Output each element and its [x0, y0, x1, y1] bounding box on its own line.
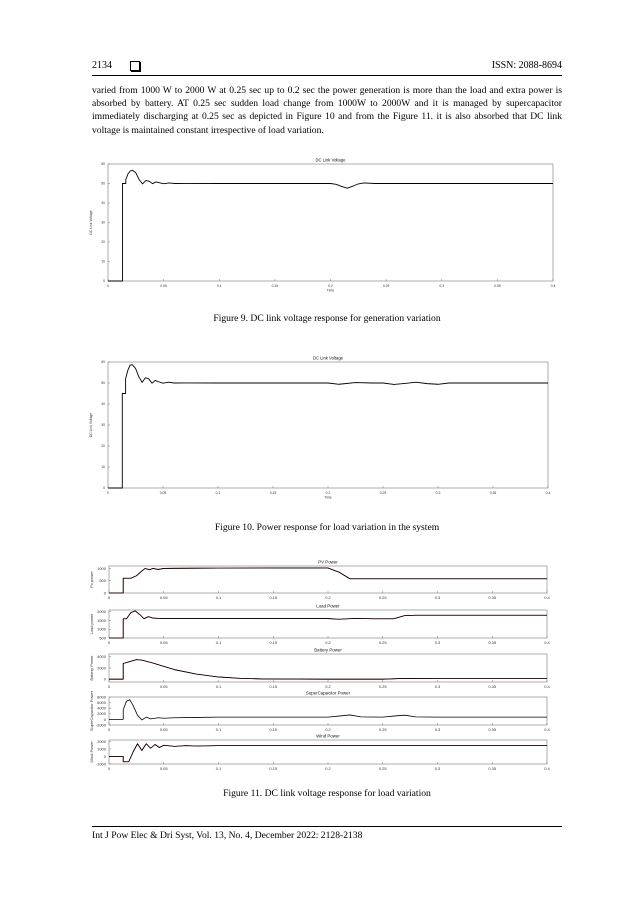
x-tick-label: 0.05	[159, 727, 168, 732]
y-tick-label: -1000	[95, 761, 106, 767]
chart-fig11-load	[89, 604, 551, 646]
x-tick-label: 0	[107, 727, 111, 732]
x-tick-label: 0	[107, 766, 111, 771]
figure-9-caption: Figure 9. DC link voltage response for generation variation	[213, 313, 441, 324]
x-tick-label: 0.2	[325, 640, 331, 645]
y-tick-label: 2000	[97, 609, 106, 615]
y-tick-label: 50	[101, 381, 105, 386]
series-line-0	[109, 700, 547, 720]
x-tick-label: 0.05	[159, 684, 168, 689]
x-tick-label: 0.15	[269, 684, 278, 689]
chart-title: DC Link Voltage	[312, 355, 344, 361]
x-tick-label: 0.1	[215, 766, 222, 771]
x-tick-label: 0.35	[488, 640, 497, 645]
x-tick-label: 0.2	[325, 491, 331, 495]
chart-title: Wind Power	[316, 733, 340, 739]
chart-title: SuperCapacitor Power	[305, 690, 351, 696]
y-tick-label: 30	[101, 220, 105, 225]
y-tick-label: 500	[99, 578, 106, 584]
y-tick-label: 8000	[97, 694, 106, 700]
x-tick-label: 0.15	[269, 727, 278, 732]
chart-title: Load Power	[316, 603, 340, 609]
y-tick-label: 50	[101, 181, 105, 186]
x-axis-label: Time	[324, 495, 332, 500]
x-tick-label: 0.3	[439, 284, 445, 288]
y-axis-label: DC Link Voltage	[89, 210, 93, 235]
x-tick-label: 0.35	[489, 491, 497, 495]
y-tick-label: 0	[103, 716, 106, 722]
x-tick-label: 0.2	[325, 766, 331, 771]
series-line-0	[109, 660, 547, 680]
x-tick-label: 0.4	[550, 284, 556, 288]
y-tick-label: 0	[103, 279, 105, 284]
y-tick-label: 40	[101, 201, 105, 206]
x-tick-label: 0.3	[434, 595, 441, 600]
y-tick-label: 2000	[97, 711, 106, 717]
plot-frame	[109, 654, 547, 682]
series-line-0	[109, 611, 547, 638]
y-tick-label: 60	[101, 360, 105, 365]
x-tick-label: 0.4	[544, 766, 550, 771]
x-tick-label: 0.35	[494, 284, 501, 288]
chart-title: DC Link Voltage	[315, 157, 346, 163]
footer-citation: Int J Pow Elec & Dri Syst, Vol. 13, No. 4, December 2022: 2128-2138	[92, 830, 363, 841]
y-tick-label: 2000	[97, 665, 106, 671]
y-tick-label: 30	[101, 423, 105, 428]
y-tick-label: 20	[101, 444, 105, 449]
y-axis-label: Wind Power	[89, 741, 94, 763]
x-tick-label: 0.15	[269, 491, 277, 495]
y-tick-label: 1000	[97, 565, 106, 571]
x-tick-label: 0.4	[544, 684, 550, 689]
x-tick-label: 0.3	[434, 766, 441, 771]
y-tick-label: 500	[99, 635, 106, 641]
series-line-1	[109, 568, 547, 593]
x-tick-label: 0.2	[328, 284, 333, 288]
figure-11-caption: Figure 11. DC link voltage response for load variation	[223, 788, 431, 799]
y-tick-label: -2000	[95, 722, 106, 728]
x-tick-label: 0.3	[434, 727, 441, 732]
x-tick-label: 0.25	[379, 491, 387, 495]
x-tick-label: 0.25	[378, 727, 387, 732]
body-paragraph: varied from 1000 W to 2000 W at 0.25 sec up to 0.2 sec the power generation is more than the load and extra power is absorbed by battery. AT 0.25 sec sudden load change from 1000W to 2000W and it is managed by supercapacitor immediately discharging at 0.25 sec as depicted in Figure 10 and from the Figure 11. it is also absorbed that DC link voltage is maintained constant irrespective of load variation.	[92, 85, 562, 136]
x-tick-label: 0.4	[544, 640, 550, 645]
y-tick-label: 4000	[97, 705, 106, 711]
y-tick-label: 40	[101, 402, 105, 407]
x-tick-label: 0.1	[215, 727, 222, 732]
y-axis-label: Load power	[89, 613, 94, 635]
x-tick-label: 0.15	[269, 595, 278, 600]
x-tick-label: 0.3	[434, 684, 441, 689]
y-tick-label: 0	[103, 753, 106, 759]
plot-frame	[109, 566, 547, 593]
y-tick-label: 10	[101, 465, 105, 470]
y-tick-label: 10	[101, 259, 105, 264]
chart-fig11-wind	[89, 734, 551, 772]
y-tick-label: 6000	[97, 700, 106, 705]
plot-frame	[109, 697, 547, 725]
chart-fig11-battery	[89, 648, 551, 690]
y-axis-label: DC Link Voltage	[89, 412, 93, 438]
figure-10-caption: Figure 10. Power response for load variation in the system	[214, 522, 440, 533]
x-tick-label: 0.15	[269, 766, 278, 771]
x-tick-label: 0.05	[159, 766, 168, 771]
x-tick-label: 0.3	[435, 491, 441, 495]
x-tick-label: 0	[107, 640, 111, 645]
x-tick-label: 0.2	[325, 727, 331, 732]
chart-fig11-pv	[89, 560, 551, 601]
y-tick-label: 1500	[97, 617, 106, 623]
x-tick-label: 0	[107, 684, 111, 689]
chart-title: PV Power	[318, 559, 338, 565]
x-tick-label: 0.05	[160, 284, 167, 288]
x-tick-label: 0.05	[159, 595, 168, 600]
issn-label: ISSN: 2088-8694	[491, 60, 562, 71]
x-tick-label: 0.1	[215, 595, 222, 600]
x-tick-label: 0.25	[378, 595, 387, 600]
y-tick-label: 4000	[97, 654, 106, 660]
y-tick-label: 1000	[97, 746, 106, 752]
x-tick-label: 0.25	[378, 684, 387, 689]
x-tick-label: 0.35	[488, 595, 497, 600]
x-tick-label: 0.1	[216, 284, 222, 288]
y-tick-label: 2000	[97, 738, 106, 744]
x-tick-label: 0.25	[378, 640, 387, 645]
x-tick-label: 0.35	[488, 684, 497, 689]
x-axis-label: Time	[326, 288, 335, 293]
y-tick-label: 0	[103, 676, 106, 682]
x-tick-label: 0.4	[544, 595, 550, 600]
plot-frame	[109, 740, 547, 764]
x-tick-label: 0.2	[325, 595, 331, 600]
x-tick-label: 0.1	[215, 491, 221, 495]
x-tick-label: 0.1	[215, 684, 222, 689]
y-axis-label: Pv power	[89, 571, 94, 588]
x-tick-label: 0.1	[215, 640, 222, 645]
y-tick-label: 20	[101, 240, 105, 245]
x-tick-label: 0.25	[382, 284, 390, 288]
x-tick-label: 0.05	[159, 491, 167, 495]
x-tick-label: 0.4	[545, 491, 551, 495]
y-tick-label: 1000	[97, 626, 106, 632]
x-tick-label: 0.05	[159, 640, 168, 645]
x-tick-label: 0.3	[434, 640, 441, 645]
series-line-0	[109, 568, 547, 593]
x-tick-label: 0.15	[271, 284, 279, 288]
x-tick-label: 0	[107, 284, 109, 288]
x-tick-label: 0.35	[488, 727, 497, 732]
x-tick-label: 0.25	[378, 766, 387, 771]
page-number: 2134	[92, 60, 112, 71]
x-tick-label: 0.35	[488, 766, 497, 771]
plot-frame	[109, 610, 547, 638]
x-tick-label: 0	[107, 491, 109, 495]
y-tick-label: 60	[101, 162, 105, 167]
x-tick-label: 0	[107, 595, 111, 600]
x-tick-label: 0.15	[269, 640, 278, 645]
chart-fig11-supercap	[89, 690, 551, 732]
series-line-0	[109, 744, 547, 762]
y-axis-label: Battery Power	[89, 655, 94, 681]
y-axis-label: SuperCapacitor Power	[89, 690, 94, 732]
chart-title: Battery Power	[314, 647, 342, 653]
y-tick-label: 0	[103, 486, 105, 491]
x-tick-label: 0.4	[544, 727, 550, 732]
y-tick-label: 0	[103, 590, 106, 596]
x-tick-label: 0.2	[325, 684, 331, 689]
footer-rule	[92, 826, 562, 827]
